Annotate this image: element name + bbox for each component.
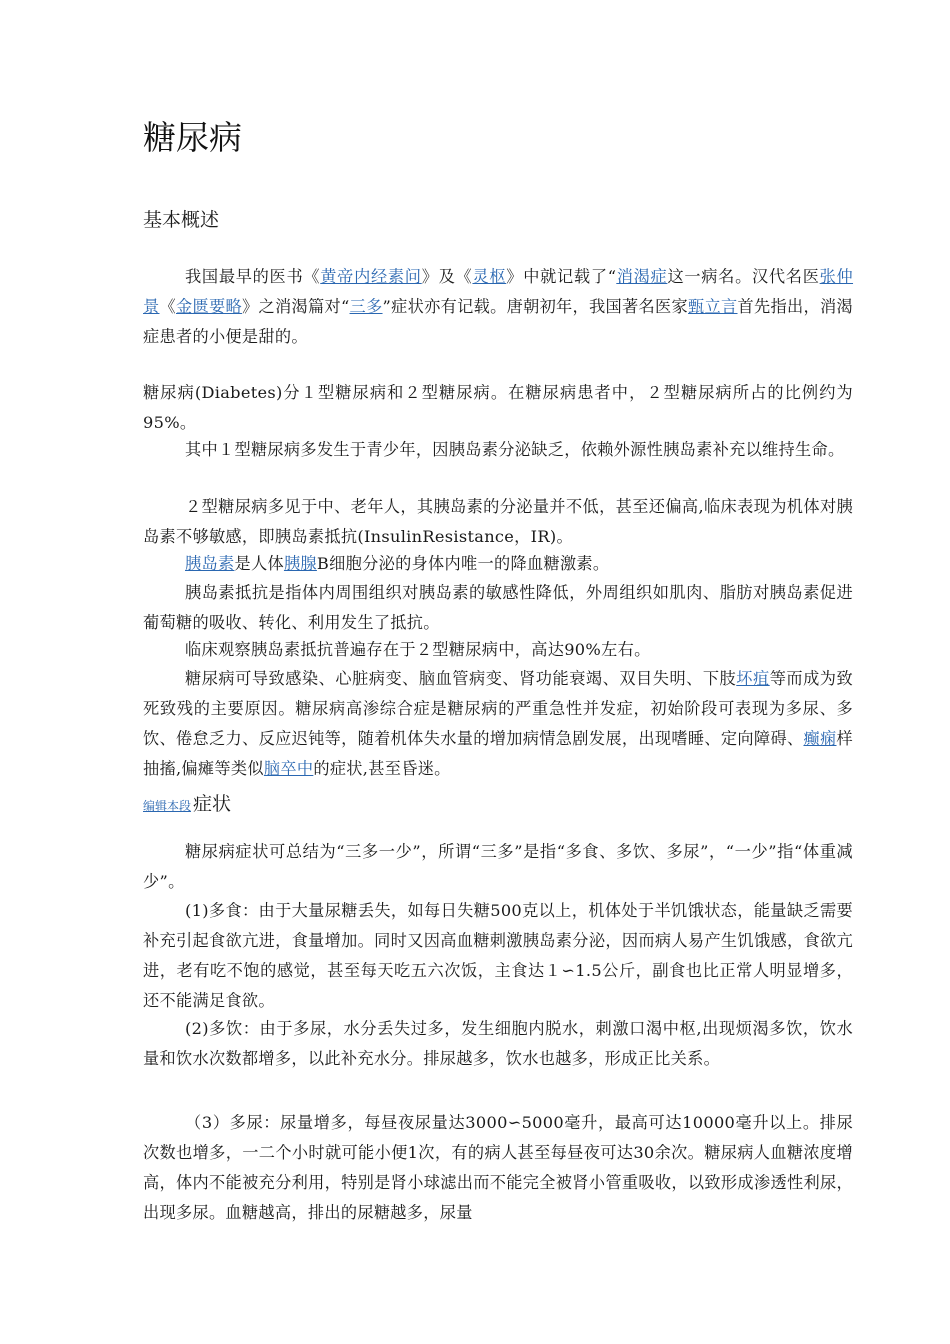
edit-section-link[interactable]: 编辑本段	[143, 799, 192, 813]
wiki-link[interactable]: 消渴症	[616, 267, 668, 286]
insulin-paragraph	[143, 549, 853, 579]
polydipsia-paragraph: (2)多饮：由于多尿，水分丢失过多，发生细胞内脱水，刺激口渴中枢,出现烦渴多饮，饮水量和饮水次数都增多，以此补充水分。排尿越多，饮水也越多，形成正比关系。	[143, 1019, 853, 1068]
wiki-link[interactable]: 脑卒中	[263, 759, 314, 778]
wiki-link[interactable]: 三多	[349, 297, 383, 316]
text-segment: 样抽搐,偏瘫等类似	[143, 729, 853, 778]
clinical-paragraph: 临床观察胰岛素抵抗普遍存在于２型糖尿病中，高达90%左右。	[185, 640, 651, 659]
text-segment: B细胞分泌的身体内唯一的降血糖激素。	[316, 554, 610, 573]
text-segment: 是人体	[234, 554, 284, 573]
wiki-link[interactable]: 胰腺	[283, 554, 317, 573]
polyuria-paragraph: （3）多尿：尿量增多，每昼夜尿量达3000∽5000毫升，最高可达10000毫升以上。排尿次数也增多，一二个小时就可能小便1次，有的病人甚至每昼夜可达30余次。糖尿病人血糖浓度增高，体内不能被充分利用，特别是肾小球滤出而不能完全被肾小管重吸收，以致形成渗透性利尿，出现多尿。血糖越高，排出的尿糖越多，尿量	[143, 1113, 853, 1222]
text-segment: 等而成为致死致残的主要原因。糖尿病高渗综合症是糖尿病的严重急性并发症，初始阶段可表现为多尿、多饮、倦怠乏力、反应迟钝等，随着机体失水量的增加病情急剧发展，出现嗜睡、定向障碍、	[143, 669, 853, 748]
wiki-link[interactable]: 灵枢	[472, 267, 507, 286]
wiki-link[interactable]: 甄立言	[688, 297, 738, 316]
text-segment: 我国最早的医书《	[185, 267, 321, 286]
wiki-link[interactable]: 癫痫	[803, 729, 837, 748]
intro-paragraph	[143, 262, 853, 352]
polyphagia-paragraph: (1)多食：由于大量尿糖丢失，如每日失糖500克以上，机体处于半饥饿状态，能量缺乏需要补充引起食欲亢进，食量增加。同时又因高血糖刺激胰岛素分泌，因而病人易产生饥饿感，食欲亢进，老有吃不饱的感觉，甚至每天吃五六次饭，主食达１∽1.5公斤，副食也比正常人明显增多，还不能满足食欲。	[143, 901, 853, 1010]
text-segment: ”症状亦有记载。唐朝初年，我国著名医家	[382, 297, 689, 316]
text-segment: 》之消渴篇对“	[241, 297, 350, 316]
wiki-link[interactable]: 胰岛素	[185, 554, 235, 573]
text-segment: 这一病名。汉代名医	[667, 267, 820, 286]
type2-paragraph: ２型糖尿病多见于中、老年人，其胰岛素的分泌量并不低，甚至还偏高,临床表现为机体对胰岛素不够敏感，即胰岛素抵抗(InsulinResistance，IR)。	[143, 497, 853, 546]
wiki-link[interactable]: 金匮要略	[176, 297, 242, 316]
text-segment: 的症状,甚至昏迷。	[313, 759, 451, 778]
page-title: 糖尿病	[143, 118, 242, 157]
wiki-link[interactable]: 张仲景	[143, 267, 854, 316]
text-segment: 》及《	[421, 267, 473, 286]
section-heading-text: 症状	[193, 793, 232, 815]
text-segment: 》中就记载了“	[506, 267, 617, 286]
text-segment: 首先指出，消渴症患者的小便是甜的。	[143, 297, 853, 346]
types-paragraph: 糖尿病(Diabetes)分１型糖尿病和２型糖尿病。在糖尿病患者中，２型糖尿病所占的比例约为95%。	[143, 383, 853, 432]
wiki-link[interactable]: 坏疽	[736, 669, 770, 688]
wiki-link[interactable]: 黄帝内经素问	[320, 267, 422, 286]
type1-paragraph: 其中１型糖尿病多发生于青少年，因胰岛素分泌缺乏，依赖外源性胰岛素补充以维持生命。	[185, 440, 845, 459]
text-segment: 《	[159, 297, 176, 316]
complications-paragraph	[143, 664, 853, 784]
section-heading-symptoms	[143, 790, 231, 820]
summary-paragraph: 糖尿病症状可总结为“三多一少”，所谓“三多”是指“多食、多饮、多尿”，“一少”指“体重减少”。	[143, 842, 853, 891]
text-segment: 糖尿病可导致感染、心脏病变、脑血管病变、肾功能衰竭、双目失明、下肢	[185, 669, 737, 688]
resistance-paragraph: 胰岛素抵抗是指体内周围组织对胰岛素的敏感性降低，外周组织如肌肉、脂肪对胰岛素促进葡萄糖的吸收、转化、利用发生了抵抗。	[143, 583, 853, 632]
section-heading-overview: 基本概述	[143, 209, 220, 231]
